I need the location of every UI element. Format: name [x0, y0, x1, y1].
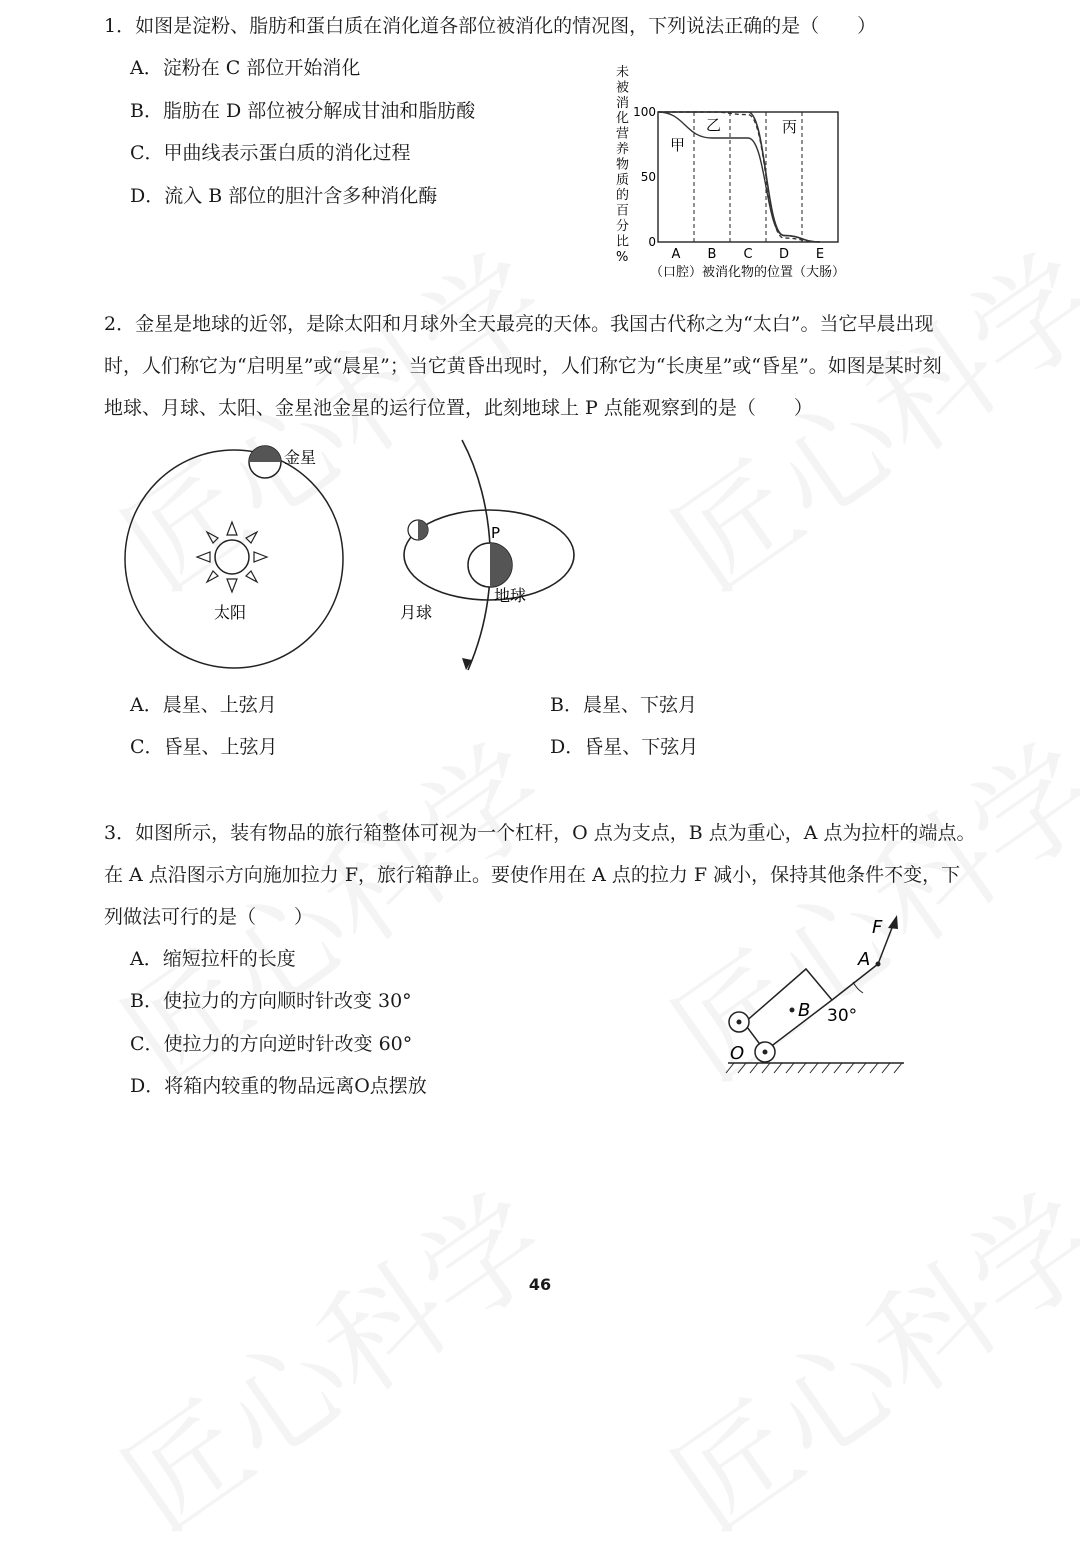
curve-label: 甲 [670, 136, 685, 154]
ylabel-char: 营 [616, 127, 629, 142]
x-tick-label: C [743, 247, 752, 262]
ylabel-char: 质 [616, 173, 629, 188]
suitcase-lever-figure [720, 908, 920, 1078]
page-number: 46 [0, 1275, 1080, 1294]
y-tick-label: 100 [633, 105, 656, 119]
x-tick-label: D [779, 247, 789, 262]
curve-label: 丙 [782, 118, 797, 136]
q1-option-c: C．甲曲线表示蛋白质的消化过程 [130, 141, 411, 165]
moon-label: 月球 [400, 603, 432, 622]
ylabel-char: 未 [616, 64, 629, 80]
q3-option-a: A．缩短拉杆的长度 [130, 947, 296, 971]
point-a-label: A [857, 949, 870, 970]
q2-stem-line-3: 地球、月球、太阳、金星池金星的运行位置，此刻地球上 P 点能观察到的是（ ） [104, 396, 813, 420]
ylabel-char: % [616, 250, 628, 265]
angle-arc [853, 982, 863, 993]
wheel-icon [755, 1042, 775, 1062]
q3-stem-line-2: 在 A 点沿图示方向施加拉力 F，旅行箱静止。要使作用在 A 点的拉力 F 减小，保持其他条件不变，下 [104, 863, 960, 887]
q1-option-b: B．脂肪在 D 部位被分解成甘油和脂肪酸 [130, 99, 475, 123]
y-tick-label: 0 [648, 235, 656, 249]
digestion-chart [610, 62, 850, 294]
q2-option-c: C．昏星、上弦月 [130, 735, 278, 759]
sun-label: 太阳 [214, 603, 246, 622]
y-axis-label [616, 64, 629, 265]
q3-option-b: B．使拉力的方向顺时针改变 30° [130, 989, 412, 1013]
ylabel-char: 的 [616, 188, 629, 203]
x-tick-label: B [708, 247, 717, 262]
q2-option-d: D．昏星、下弦月 [550, 735, 698, 759]
q2-stem-line-1: 2．金星是地球的近邻，是除太阳和月球外全天最亮的天体。我国古代称之为“太白”。当它早晨出现 [104, 312, 934, 336]
pull-rod [832, 964, 878, 1000]
q1-stem: 1．如图是淀粉、脂肪和蛋白质在消化道各部位被消化的情况图，下列说法正确的是（ ） [104, 14, 876, 38]
x-tick-label: A [672, 247, 681, 262]
x-axis-label: （口腔）被消化物的位置（大肠） [650, 264, 845, 280]
suitcase-body [744, 969, 832, 1051]
venus-orbit [125, 450, 343, 668]
ylabel-char: 物 [616, 156, 629, 172]
q1-option-a: A．淀粉在 C 部位开始消化 [130, 56, 360, 80]
q3-stem-line-1: 3．如图所示，装有物品的旅行箱整体可视为一个杠杆，O 点为支点，B 点为重心，A 点为拉杆的端点。 [104, 821, 975, 845]
point-a-dot [876, 962, 881, 967]
ylabel-char: 百 [616, 204, 629, 219]
ground-hatching [726, 1063, 902, 1073]
sun-icon [197, 522, 267, 592]
q1-option-d: D．流入 B 部位的胆汁含多种消化酶 [130, 184, 437, 208]
ylabel-char: 化 [616, 111, 629, 126]
point-o-label: O [730, 1043, 744, 1064]
curve-label: 乙 [706, 116, 721, 134]
plot-frame [658, 112, 838, 242]
ylabel-char: 消 [616, 95, 629, 111]
q2-option-a: A．晨星、上弦月 [130, 693, 277, 717]
point-p-label: P [491, 524, 500, 542]
q3-option-d: D．将箱内较重的物品远离O点摆放 [130, 1074, 427, 1098]
moon-icon [408, 520, 428, 540]
watermark [84, 1148, 576, 1564]
point-b-label: B [798, 1000, 810, 1021]
force-label: F [872, 917, 883, 938]
venus-label: 金星 [284, 448, 316, 467]
q3-option-c: C．使拉力的方向逆时针改变 60° [130, 1032, 412, 1056]
earth-label: 地球 [494, 586, 526, 605]
q2-stem-line-2: 时，人们称它为“启明星”或“晨星”；当它黄昏出现时，人们称它为“长庚星”或“昏星”。如图是某时刻 [104, 354, 942, 378]
point-b-dot [790, 1008, 795, 1013]
orbit-figure [110, 432, 590, 682]
y-tick-label: 50 [641, 170, 656, 184]
watermark [634, 1148, 1080, 1564]
q2-option-b: B．晨星、下弦月 [550, 693, 697, 717]
ylabel-char: 比 [616, 234, 629, 249]
ylabel-char: 养 [616, 142, 629, 157]
q3-stem-line-3: 列做法可行的是（ ） [104, 905, 313, 929]
venus-icon [249, 446, 281, 478]
ylabel-char: 分 [616, 219, 629, 234]
earth-icon [468, 543, 512, 587]
wheel-icon [729, 1012, 749, 1032]
ylabel-char: 被 [616, 79, 629, 95]
arrowhead-icon [888, 915, 898, 929]
x-tick-label: E [816, 247, 824, 262]
angle-label: 30° [827, 1006, 857, 1026]
